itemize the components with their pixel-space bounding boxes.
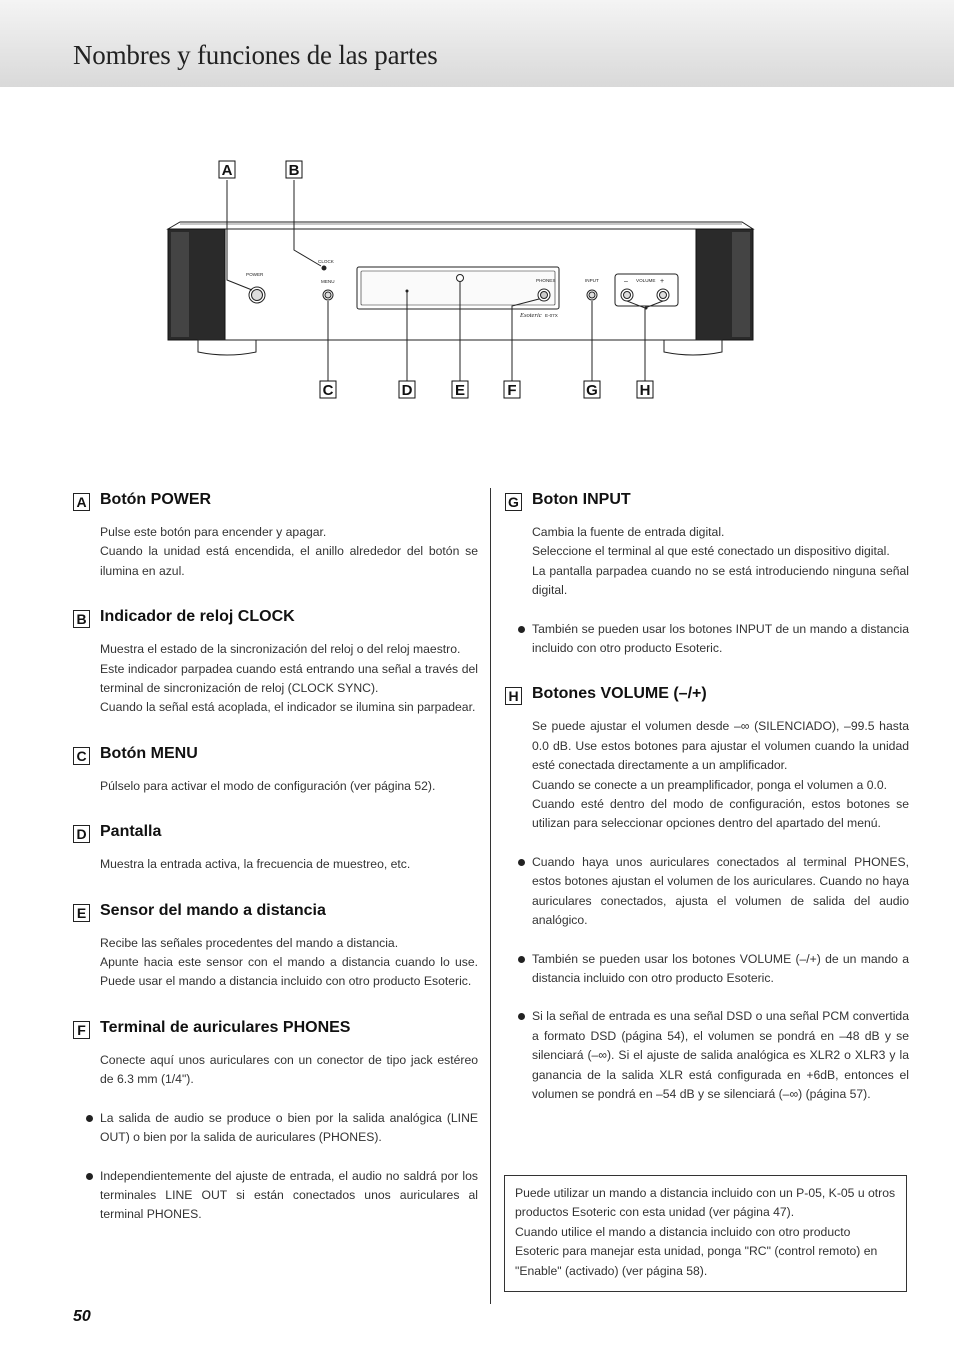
section-title: Botón MENU: [100, 744, 198, 762]
section-power-button: [73, 488, 478, 581]
section-title: Pantalla: [100, 823, 162, 841]
svg-text:E: E: [454, 382, 466, 399]
section-letter: A: [73, 493, 90, 511]
panel-label-phones: PHONES: [536, 278, 556, 283]
note-box: [504, 1175, 907, 1292]
section-text: Muestra la entrada activa, la frecuencia de muestreo, etc.: [100, 857, 411, 872]
svg-text:A: A: [221, 162, 233, 179]
panel-label-menu: MENU: [321, 279, 335, 284]
section-title: Sensor del mando a distancia: [100, 901, 326, 919]
section-title: Botón POWER: [100, 491, 212, 508]
section-text: Cambia la fuente de entrada digital.: [532, 525, 725, 539]
section-text: Púlselo para activar el modo de configuración (ver página 52).: [100, 778, 436, 793]
callout-f: [504, 381, 520, 399]
bullet-item: También se pueden usar los botones VOLUME (–/+) de un mando a distancia incluido con otro producto Esoteric.: [532, 950, 909, 989]
section-letter: G: [505, 493, 522, 511]
callout-h: [637, 381, 653, 399]
bullet-dot-icon: [518, 626, 525, 633]
section-input-button: [505, 488, 909, 658]
bullet-dot-icon: [86, 1173, 93, 1180]
section-letter: C: [73, 747, 90, 765]
section-volume-buttons: [505, 682, 909, 1104]
callout-e: [452, 381, 468, 399]
section-text: Conecte aquí unos auriculares con un conector de tipo jack estéreo de 6.3 mm (1/4").: [100, 1052, 478, 1087]
bullet-item: También se pueden usar los botones INPUT de un mando a distancia incluido con otro producto Esoteric.: [532, 620, 909, 659]
section-letter: B: [73, 610, 90, 628]
panel-label-volume: VOLUME: [636, 278, 656, 283]
section-clock-indicator: [73, 605, 478, 718]
section-text: Muestra el estado de la sincronización del reloj o del reloj maestro.: [100, 642, 461, 657]
section-phones-terminal: [73, 1016, 478, 1225]
bullet-dot-icon: [518, 1013, 525, 1020]
section-letter: H: [505, 687, 522, 705]
section-title: Terminal de auriculares PHONES: [100, 1018, 351, 1036]
section-letter: F: [73, 1021, 90, 1039]
page-title: Nombres y funciones de las partes: [73, 40, 438, 70]
panel-label-input: INPUT: [585, 278, 599, 283]
section-text: La pantalla parpadea cuando no se está introduciendo ninguna señal digital.: [532, 563, 909, 598]
svg-text:G: G: [586, 382, 598, 399]
section-menu-button: [73, 742, 478, 796]
section-title: Botones VOLUME (–/+): [532, 685, 707, 703]
section-title: Indicador de reloj CLOCK: [100, 608, 295, 626]
bullet-item: La salida de audio se produce o bien por la salida analógica (LINE OUT) o bien por la salida de auriculares (PHONES).: [100, 1109, 478, 1148]
svg-text:C: C: [322, 382, 334, 399]
svg-text:F: F: [507, 382, 517, 399]
section-text: Recibe las señales procedentes del mando a distancia.: [100, 935, 399, 950]
bullet-dot-icon: [518, 859, 525, 866]
bullet-dot-icon: [518, 956, 525, 963]
section-remote-sensor: [73, 899, 478, 992]
section-text: Pulse este botón para encender y apagar.: [100, 525, 327, 539]
bullet-dot-icon: [86, 1115, 93, 1122]
left-column: [73, 488, 478, 1225]
section-title: Boton INPUT: [532, 491, 631, 508]
callout-d: [399, 381, 415, 399]
bullet-item: Si la señal de entrada es una señal DSD o una señal PCM convertida a formato DSD (página 54), el volumen se pondrá en –48 dB y se silenciará (–∞). Si el ajuste de salida analógica es XLR2 o XLR3 y la ganancia de la salida XLR está configurada en +6dB, entonces el volumen se pondrá en –54 dB y se silenciará (–∞) (página 57).: [532, 1007, 909, 1104]
brand-logo: Esoteric: [520, 312, 542, 319]
section-text: Cuando la señal está acoplada, el indicador se ilumina sin parpadear.: [100, 700, 476, 715]
section-text: Este indicador parpadea cuando está entrando una señal a través del terminal de sincronización de reloj (CLOCK SYNC).: [100, 661, 478, 696]
section-text: Cuando se conecte a un preamplificador, ponga el volumen a 0.0.: [532, 777, 888, 792]
page-number: 50: [73, 1308, 91, 1325]
section-text: Se puede ajustar el volumen desde –∞ (SILENCIADO), –99.5 hasta 0.0 dB. Use estos botones para ajustar el volumen cuando la unidad esté conectada directamente a un amplificador.: [532, 719, 909, 773]
panel-label-clock: CLOCK: [318, 259, 334, 264]
note-text: Puede utilizar un mando a distancia incluido con un P-05, K-05 u otros productos Esoteric con esta unidad (ver página 47).: [515, 1186, 896, 1220]
note-text: Cuando utilice el mando a distancia incluido con otro producto Esoteric para manejar esta unidad, ponga "RC" (control remoto) en "Enable" (activado) (ver página 58).: [515, 1224, 878, 1278]
section-text: Cuando la unidad está encendida, el anillo alrededor del botón se ilumina en azul.: [100, 544, 478, 578]
svg-text:B: B: [288, 162, 300, 179]
panel-label-plus: +: [660, 278, 665, 285]
svg-text:D: D: [401, 382, 413, 399]
column-divider: [490, 488, 491, 1304]
callout-g: [584, 381, 600, 399]
page-header: [0, 0, 954, 87]
front-panel-diagram: [0, 150, 954, 410]
bullet-item: Independientemente del ajuste de entrada, el audio no saldrá por los terminales LINE OUT si están conectados unos auriculares al terminal PHONES.: [100, 1167, 478, 1225]
bullet-item: Cuando haya unos auriculares conectados al terminal PHONES, estos botones ajustan el volumen de los auriculares. Cuando no haya auriculares conectados, ajusta el volumen de salida del audio analógico.: [532, 853, 909, 931]
callout-c: [320, 381, 336, 399]
callout-b: [286, 161, 302, 179]
section-letter: E: [73, 904, 90, 922]
section-letter: D: [73, 825, 90, 843]
right-column: [505, 488, 909, 1104]
callout-a: [219, 161, 235, 179]
section-display: [73, 820, 478, 874]
section-text: Cuando esté dentro del modo de configuración, estos botones se utilizan para seleccionar opciones dentro del apartado del menú.: [532, 797, 909, 831]
svg-text:H: H: [639, 382, 651, 399]
section-text: Apunte hacia este sensor con el mando a distancia cuando lo use. Puede usar el mando a distancia incluido con otro producto Esoteric.: [100, 955, 478, 989]
model-label: E-07X: [545, 313, 558, 318]
panel-label-power: POWER: [246, 272, 264, 277]
panel-label-minus: –: [624, 278, 628, 285]
section-text: Seleccione el terminal al que esté conectado un dispositivo digital.: [532, 544, 890, 559]
